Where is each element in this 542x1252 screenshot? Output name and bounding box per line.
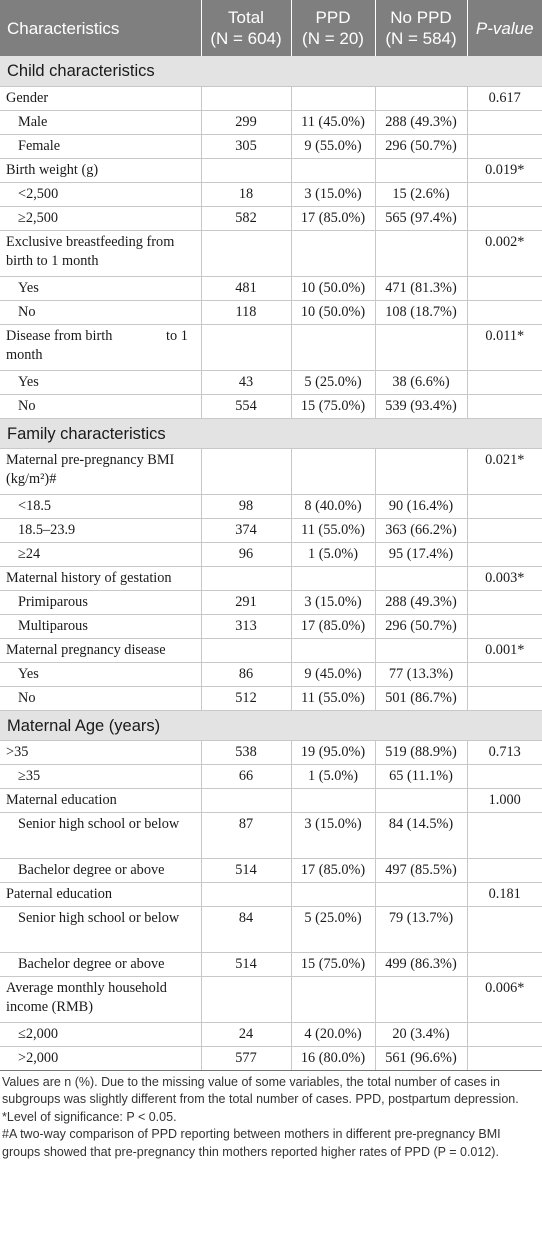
section-header-row <box>0 710 542 740</box>
row-label: Yes <box>0 276 201 300</box>
variable-row <box>0 788 542 812</box>
row-label: Disease from birth to 1 month <box>0 324 201 370</box>
ppd-cell: 11 (45.0%) <box>291 110 375 134</box>
p-value-cell <box>467 906 542 952</box>
p-value-cell <box>467 764 542 788</box>
row-label: Male <box>0 110 201 134</box>
p-value-cell <box>467 518 542 542</box>
table-row <box>0 394 542 418</box>
table-body <box>0 56 542 1070</box>
table-row <box>0 110 542 134</box>
row-label: Senior high school or below <box>0 812 201 858</box>
no-ppd-cell <box>375 86 467 110</box>
table-row <box>0 740 542 764</box>
p-value-cell <box>467 812 542 858</box>
ppd-cell: 15 (75.0%) <box>291 394 375 418</box>
total-cell <box>201 448 291 494</box>
variable-row <box>0 448 542 494</box>
ppd-cell: 17 (85.0%) <box>291 858 375 882</box>
table-row <box>0 906 542 952</box>
header-p-value-label: P-value <box>475 18 534 38</box>
ppd-cell: 9 (55.0%) <box>291 134 375 158</box>
ppd-cell: 10 (50.0%) <box>291 300 375 324</box>
p-value-cell <box>467 276 542 300</box>
header-total-label: Total <box>228 8 264 27</box>
table-row <box>0 1022 542 1046</box>
ppd-cell: 5 (25.0%) <box>291 906 375 952</box>
no-ppd-cell <box>375 448 467 494</box>
p-value-cell <box>467 134 542 158</box>
row-label: Senior high school or below <box>0 906 201 952</box>
p-value-cell <box>467 952 542 976</box>
row-label: ≥24 <box>0 542 201 566</box>
no-ppd-cell <box>375 566 467 590</box>
table-row <box>0 134 542 158</box>
row-label: Maternal pre-pregnancy BMI (kg/m²)# <box>0 448 201 494</box>
row-label: No <box>0 300 201 324</box>
table-row <box>0 494 542 518</box>
table-header-row <box>0 0 542 56</box>
table-row <box>0 812 542 858</box>
no-ppd-cell <box>375 882 467 906</box>
no-ppd-cell: 65 (11.1%) <box>375 764 467 788</box>
no-ppd-cell: 296 (50.7%) <box>375 614 467 638</box>
p-value-cell: 0.003* <box>467 566 542 590</box>
row-label: >35 <box>0 740 201 764</box>
total-cell: 481 <box>201 276 291 300</box>
variable-row <box>0 638 542 662</box>
row-label: Exclusive breastfeeding from birth to 1 month <box>0 230 201 276</box>
no-ppd-cell: 20 (3.4%) <box>375 1022 467 1046</box>
ppd-cell <box>291 882 375 906</box>
total-cell: 554 <box>201 394 291 418</box>
ppd-cell <box>291 638 375 662</box>
total-cell <box>201 882 291 906</box>
row-label: Primiparous <box>0 590 201 614</box>
p-value-cell <box>467 662 542 686</box>
no-ppd-cell: 77 (13.3%) <box>375 662 467 686</box>
section-title: Family characteristics <box>0 418 542 448</box>
ppd-cell: 1 (5.0%) <box>291 542 375 566</box>
ppd-cell: 11 (55.0%) <box>291 686 375 710</box>
table-row <box>0 300 542 324</box>
table-footnotes <box>0 1071 542 1162</box>
total-cell: 514 <box>201 952 291 976</box>
no-ppd-cell: 565 (97.4%) <box>375 206 467 230</box>
no-ppd-cell: 363 (66.2%) <box>375 518 467 542</box>
no-ppd-cell: 539 (93.4%) <box>375 394 467 418</box>
ppd-cell <box>291 324 375 370</box>
no-ppd-cell: 471 (81.3%) <box>375 276 467 300</box>
table-row <box>0 206 542 230</box>
ppd-cell: 10 (50.0%) <box>291 276 375 300</box>
ppd-cell <box>291 566 375 590</box>
p-value-cell <box>467 1046 542 1070</box>
header-total-n: (N = 604) <box>210 29 282 48</box>
no-ppd-cell: 79 (13.7%) <box>375 906 467 952</box>
header-ppd-n: (N = 20) <box>302 29 364 48</box>
no-ppd-cell <box>375 324 467 370</box>
table-row <box>0 518 542 542</box>
header-no-ppd-n: (N = 584) <box>385 29 457 48</box>
total-cell <box>201 566 291 590</box>
table-row <box>0 952 542 976</box>
table-row <box>0 590 542 614</box>
header-ppd-label: PPD <box>315 8 351 27</box>
no-ppd-cell <box>375 976 467 1022</box>
total-cell: 291 <box>201 590 291 614</box>
ppd-cell: 17 (85.0%) <box>291 206 375 230</box>
ppd-cell: 3 (15.0%) <box>291 590 375 614</box>
total-cell: 43 <box>201 370 291 394</box>
row-label: Paternal education <box>0 882 201 906</box>
total-cell: 86 <box>201 662 291 686</box>
row-label: Female <box>0 134 201 158</box>
p-value-cell <box>467 300 542 324</box>
total-cell: 118 <box>201 300 291 324</box>
ppd-cell: 17 (85.0%) <box>291 614 375 638</box>
p-value-cell: 0.713 <box>467 740 542 764</box>
row-label: Maternal history of gestation <box>0 566 201 590</box>
table-row <box>0 276 542 300</box>
p-value-cell: 0.002* <box>467 230 542 276</box>
total-cell: 84 <box>201 906 291 952</box>
total-cell: 98 <box>201 494 291 518</box>
section-title: Child characteristics <box>0 56 542 86</box>
total-cell <box>201 86 291 110</box>
no-ppd-cell: 501 (86.7%) <box>375 686 467 710</box>
section-header-row <box>0 56 542 86</box>
table-row <box>0 1046 542 1070</box>
p-value-cell <box>467 394 542 418</box>
no-ppd-cell: 497 (85.5%) <box>375 858 467 882</box>
ppd-cell <box>291 86 375 110</box>
total-cell: 538 <box>201 740 291 764</box>
total-cell <box>201 230 291 276</box>
ppd-cell: 3 (15.0%) <box>291 812 375 858</box>
row-label: <18.5 <box>0 494 201 518</box>
total-cell: 305 <box>201 134 291 158</box>
ppd-cell: 15 (75.0%) <box>291 952 375 976</box>
no-ppd-cell: 84 (14.5%) <box>375 812 467 858</box>
p-value-cell <box>467 614 542 638</box>
ppd-cell <box>291 230 375 276</box>
no-ppd-cell: 95 (17.4%) <box>375 542 467 566</box>
table-row <box>0 764 542 788</box>
footnote-values: Values are n (%). Due to the missing value of some variables, the total number of cases in subgroups was slightly different from the total number of cases. PPD, postpartum depression. <box>2 1074 519 1107</box>
total-cell <box>201 638 291 662</box>
table-row <box>0 686 542 710</box>
ppd-cell <box>291 976 375 1022</box>
row-label: No <box>0 686 201 710</box>
total-cell: 374 <box>201 518 291 542</box>
no-ppd-cell: 288 (49.3%) <box>375 110 467 134</box>
section-title: Maternal Age (years) <box>0 710 542 740</box>
total-cell: 514 <box>201 858 291 882</box>
p-value-cell <box>467 590 542 614</box>
total-cell <box>201 324 291 370</box>
variable-row <box>0 882 542 906</box>
no-ppd-cell: 15 (2.6%) <box>375 182 467 206</box>
total-cell <box>201 788 291 812</box>
row-label: No <box>0 394 201 418</box>
p-value-cell <box>467 182 542 206</box>
row-label: Bachelor degree or above <box>0 952 201 976</box>
p-value-cell: 0.019* <box>467 158 542 182</box>
p-value-cell <box>467 494 542 518</box>
ppd-cell: 19 (95.0%) <box>291 740 375 764</box>
table-row <box>0 542 542 566</box>
table-row <box>0 370 542 394</box>
row-label: Yes <box>0 662 201 686</box>
ppd-cell: 4 (20.0%) <box>291 1022 375 1046</box>
row-label: >2,000 <box>0 1046 201 1070</box>
p-value-cell <box>467 206 542 230</box>
p-value-cell <box>467 542 542 566</box>
p-value-cell <box>467 1022 542 1046</box>
ppd-cell: 1 (5.0%) <box>291 764 375 788</box>
no-ppd-cell <box>375 158 467 182</box>
no-ppd-cell: 288 (49.3%) <box>375 590 467 614</box>
variable-row <box>0 86 542 110</box>
variable-row <box>0 230 542 276</box>
row-label: 18.5–23.9 <box>0 518 201 542</box>
header-characteristics: Characteristics <box>0 0 201 56</box>
no-ppd-cell: 90 (16.4%) <box>375 494 467 518</box>
p-value-cell: 0.617 <box>467 86 542 110</box>
ppd-cell: 9 (45.0%) <box>291 662 375 686</box>
total-cell: 24 <box>201 1022 291 1046</box>
total-cell: 87 <box>201 812 291 858</box>
p-value-cell: 0.001* <box>467 638 542 662</box>
p-value-cell <box>467 686 542 710</box>
ppd-cell <box>291 788 375 812</box>
footnote-significance: *Level of significance: P < 0.05. <box>2 1109 177 1124</box>
p-value-cell <box>467 110 542 134</box>
no-ppd-cell: 499 (86.3%) <box>375 952 467 976</box>
table-row <box>0 614 542 638</box>
row-label: Bachelor degree or above <box>0 858 201 882</box>
footnote-bmi-comparison: #A two-way comparison of PPD reporting between mothers in different pre-pregnancy BMI groups showed that pre-pregnancy thin mothers reported higher rates of PPD (P = 0.012). <box>2 1127 501 1159</box>
row-label: Maternal pregnancy disease <box>0 638 201 662</box>
row-label: ≥2,500 <box>0 206 201 230</box>
p-value-cell <box>467 370 542 394</box>
table-row <box>0 858 542 882</box>
variable-row <box>0 566 542 590</box>
ppd-cell <box>291 158 375 182</box>
total-cell: 512 <box>201 686 291 710</box>
total-cell: 18 <box>201 182 291 206</box>
total-cell: 582 <box>201 206 291 230</box>
row-label: Maternal education <box>0 788 201 812</box>
p-value-cell: 1.000 <box>467 788 542 812</box>
header-ppd <box>291 0 375 56</box>
header-total <box>201 0 291 56</box>
no-ppd-cell: 296 (50.7%) <box>375 134 467 158</box>
p-value-cell: 0.181 <box>467 882 542 906</box>
ppd-cell <box>291 448 375 494</box>
no-ppd-cell: 561 (96.6%) <box>375 1046 467 1070</box>
total-cell: 313 <box>201 614 291 638</box>
ppd-cell: 3 (15.0%) <box>291 182 375 206</box>
variable-row <box>0 976 542 1022</box>
row-label: ≥35 <box>0 764 201 788</box>
total-cell <box>201 976 291 1022</box>
no-ppd-cell <box>375 788 467 812</box>
header-no-ppd <box>375 0 467 56</box>
row-label: Yes <box>0 370 201 394</box>
header-no-ppd-label: No PPD <box>390 8 452 27</box>
row-label: <2,500 <box>0 182 201 206</box>
p-value-cell <box>467 858 542 882</box>
total-cell <box>201 158 291 182</box>
no-ppd-cell <box>375 230 467 276</box>
row-label: Multiparous <box>0 614 201 638</box>
p-value-cell: 0.011* <box>467 324 542 370</box>
row-label: Average monthly household income (RMB) <box>0 976 201 1022</box>
no-ppd-cell: 38 (6.6%) <box>375 370 467 394</box>
no-ppd-cell: 108 (18.7%) <box>375 300 467 324</box>
row-label: Birth weight (g) <box>0 158 201 182</box>
table-row <box>0 182 542 206</box>
variable-row <box>0 158 542 182</box>
ppd-cell: 8 (40.0%) <box>291 494 375 518</box>
total-cell: 299 <box>201 110 291 134</box>
ppd-cell: 5 (25.0%) <box>291 370 375 394</box>
section-header-row <box>0 418 542 448</box>
ppd-cell: 16 (80.0%) <box>291 1046 375 1070</box>
no-ppd-cell: 519 (88.9%) <box>375 740 467 764</box>
total-cell: 577 <box>201 1046 291 1070</box>
row-label: Gender <box>0 86 201 110</box>
total-cell: 96 <box>201 542 291 566</box>
no-ppd-cell <box>375 638 467 662</box>
table-row <box>0 662 542 686</box>
p-value-cell: 0.021* <box>467 448 542 494</box>
row-label: ≤2,000 <box>0 1022 201 1046</box>
ppd-cell: 11 (55.0%) <box>291 518 375 542</box>
total-cell: 66 <box>201 764 291 788</box>
variable-row <box>0 324 542 370</box>
p-value-cell: 0.006* <box>467 976 542 1022</box>
header-p-value <box>467 0 542 56</box>
